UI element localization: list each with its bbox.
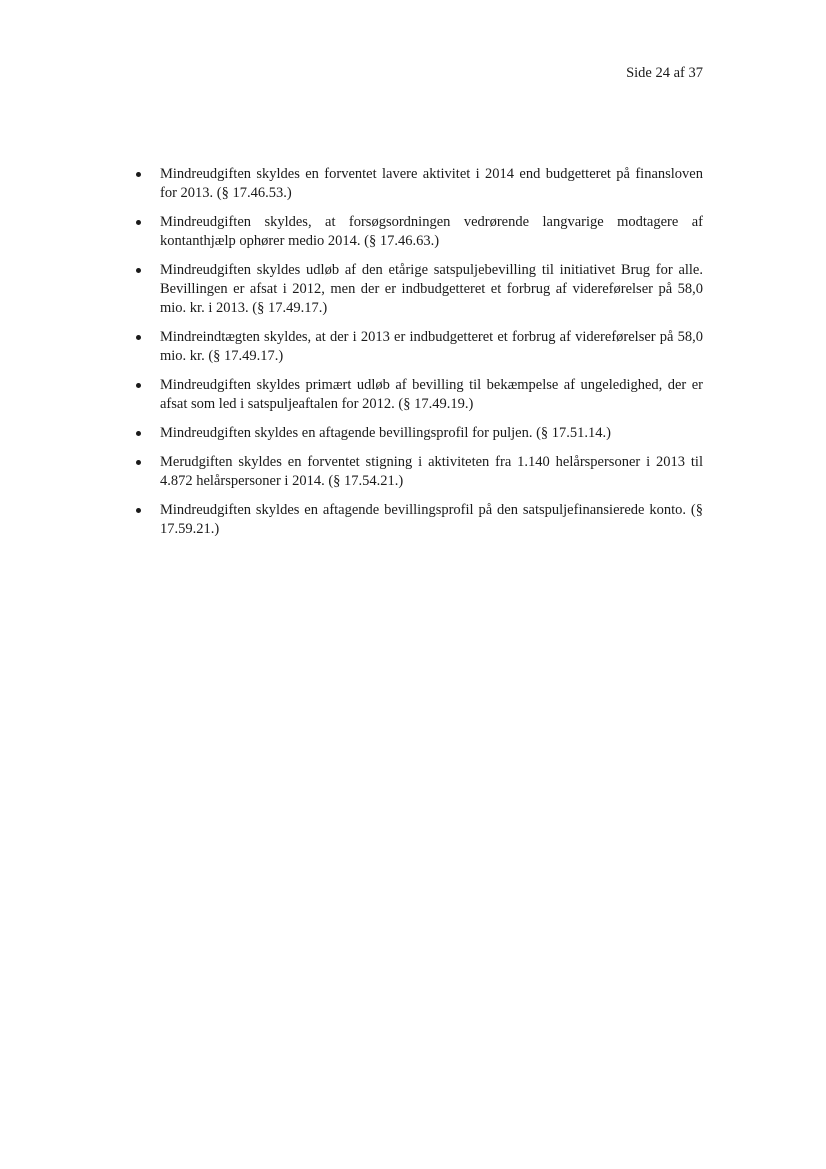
bullet-dot-icon: [136, 460, 141, 465]
page-number: Side 24 af 37: [626, 65, 703, 81]
list-item: [132, 453, 703, 491]
list-item: [132, 424, 703, 443]
list-item-text: Mindreudgiften skyldes primært udløb af bevilling til bekæmpelse af ungeledighed, der er afsat som led i satspuljeaftalen for 2012. (§ 17.49.19.): [160, 377, 703, 412]
list-item: [132, 165, 703, 203]
list-item-text: Mindreudgiften skyldes en forventet lavere aktivitet i 2014 end budgetteret på finansloven for 2013. (§ 17.46.53.): [160, 166, 703, 201]
bullet-dot-icon: [136, 383, 141, 388]
list-item: [132, 501, 703, 539]
list-item-text: Merudgiften skyldes en forventet stigning i aktiviteten fra 1.140 helårspersoner i 2013 til 4.872 helårspersoner i 2014. (§ 17.54.21.): [160, 454, 703, 489]
bullet-dot-icon: [136, 172, 141, 177]
list-item: [132, 261, 703, 318]
bullet-dot-icon: [136, 335, 141, 340]
list-item: [132, 376, 703, 414]
list-item-text: Mindreudgiften skyldes en aftagende bevillingsprofil for puljen. (§ 17.51.14.): [160, 425, 612, 441]
list-item-text: Mindreudgiften skyldes udløb af den etårige satspuljebevilling til initiativet Brug for alle. Bevillingen er afsat i 2012, men der er indbudgetteret et forbrug af videreførelser på 58,0 mio. kr. i 2013. (§ 17.49.17.): [160, 262, 703, 316]
bullet-dot-icon: [136, 268, 141, 273]
list-item: [132, 328, 703, 366]
list-item: [132, 213, 703, 251]
list-item-text: Mindreudgiften skyldes en aftagende bevillingsprofil på den satspuljefinansierede konto. (§ 17.59.21.): [160, 502, 703, 537]
bullet-dot-icon: [136, 220, 141, 225]
bullet-dot-icon: [136, 508, 141, 513]
list-item-text: Mindreudgiften skyldes, at forsøgsordningen vedrørende langvarige modtagere af kontanthjælp ophører medio 2014. (§ 17.46.63.): [160, 214, 703, 249]
bullet-list: [132, 165, 703, 549]
bullet-dot-icon: [136, 431, 141, 436]
list-item-text: Mindreindtægten skyldes, at der i 2013 er indbudgetteret et forbrug af videreførelser på 58,0 mio. kr. (§ 17.49.17.): [160, 329, 703, 364]
